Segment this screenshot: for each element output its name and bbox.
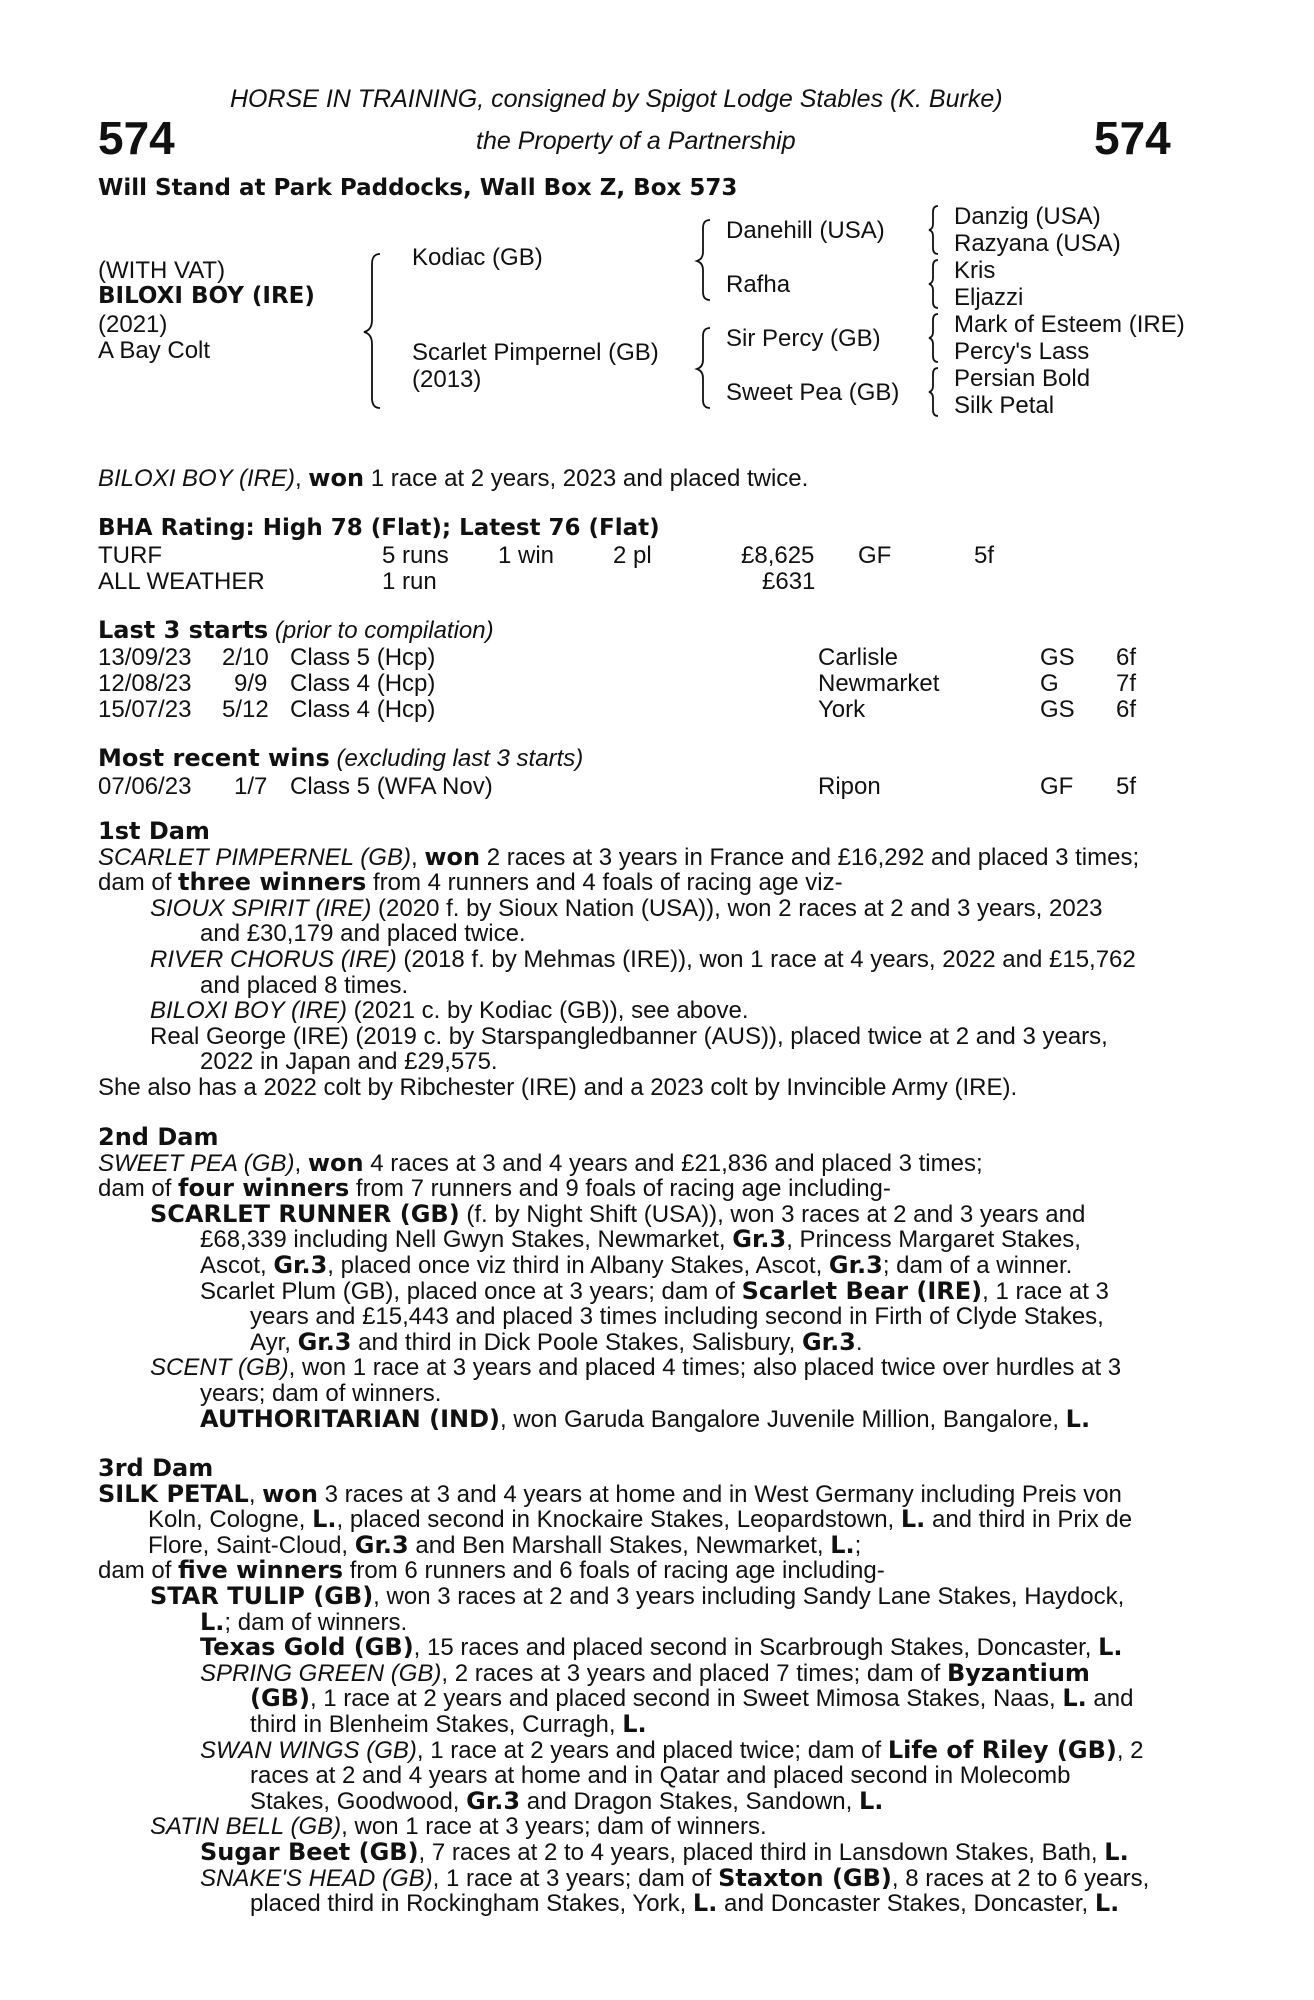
- race-summary: BILOXI BOY (IRE), won 1 race at 2 years, 2023 and placed twice.: [98, 464, 809, 492]
- pedigree-brace-dam: [698, 326, 722, 412]
- start-date: 12/08/23: [98, 670, 192, 697]
- start-class: Class 5 (Hcp): [290, 644, 436, 671]
- grandparent-8: Silk Petal: [954, 392, 1055, 419]
- sire-name: Kodiac (GB): [412, 244, 543, 271]
- grandparent-6: Percy's Lass: [954, 338, 1090, 365]
- pedigree-brace-g1: [928, 204, 948, 258]
- progeny-entry: BILOXI BOY (IRE) (2021 c. by Kodiac (GB)), see above.: [150, 997, 749, 1025]
- win-course: Ripon: [818, 773, 881, 800]
- dam-name: Scarlet Pimpernel (GB): [412, 339, 659, 366]
- first-dam-footer: She also has a 2022 colt by Ribchester (IRE) and a 2023 colt by Invincible Army (IRE).: [98, 1073, 1018, 1101]
- rating-heading: BHA Rating: High 78 (Flat); Latest 76 (Flat): [98, 515, 660, 541]
- lot-number-right: 574: [1094, 112, 1171, 164]
- win-position: 1/7: [234, 773, 268, 800]
- progeny-entry: AUTHORITARIAN (IND), won Garuda Bangalore Juvenile Million, Bangalore, L.: [200, 1404, 1091, 1433]
- rating-runs: 5 runs: [382, 542, 449, 569]
- second-dam-section: 2nd Dam SWEET PEA (GB), won 4 races at 3 and 4 years and £21,836 and placed 3 times; dam of four winners from 7 runners and 9 foals of racing age including- SCARLET RUNNER (GB) (f. by Night Shift (USA)), won 3 races at 2 and 3 years and £68,339 including Nell Gwyn Stakes, Newmarket, Gr.3, Princess Margaret Stakes, Ascot, Gr.3, placed once viz third in Albany Stakes, Ascot, Gr.3; dam of a winner. Scarlet Plum (GB), placed once at 3 years; dam of Scarlet Bear (IRE), 1 race at 3 years and £15,443 and placed 3 times including second in Firth of Clyde Stakes, Ayr, Gr.3 and third in Dick Poole Stakes, Salisbury, Gr.3. SCENT (GB), won 1 race at 3 years and placed 4 times; also placed twice over hurdles at 3 years; dam of winners. AUTHORITARIAN (IND), won Garuda Bangalore Juvenile Million, Bangalore, L.: [98, 1125, 1208, 1432]
- pedigree-brace-sire: [698, 218, 722, 304]
- rating-going: GF: [858, 542, 892, 569]
- start-distance: 6f: [1116, 696, 1137, 723]
- horse-year: (2021): [98, 311, 168, 338]
- win-class: Class 5 (WFA Nov): [290, 773, 493, 800]
- start-distance: 6f: [1116, 644, 1137, 671]
- progeny-entry: Real George (IRE) (2019 c. by Starspangledbanner (AUS)), placed twice at 2 and 3 years,: [150, 1022, 1108, 1050]
- dam-year: (2013): [412, 366, 482, 393]
- summary-won: won: [308, 464, 365, 492]
- win-distance: 5f: [1116, 773, 1137, 800]
- progeny-entry: Sugar Beet (GB), 7 races at 2 to 4 years, placed third in Lansdown Stakes, Bath, L.: [200, 1837, 1129, 1866]
- sire-dam-name: Rafha: [726, 271, 791, 298]
- pedigree-brace-g3: [928, 312, 948, 366]
- win-going: GF: [1040, 773, 1074, 800]
- progeny-entry: Scarlet Plum (GB), placed once at 3 years; dam of Scarlet Bear (IRE), 1 race at 3: [200, 1276, 1109, 1305]
- rating-earnings: £8,625: [741, 542, 815, 569]
- progeny-entry: SWAN WINGS (GB), 1 race at 2 years and placed twice; dam of Life of Riley (GB), 2: [200, 1735, 1144, 1764]
- progeny-entry: SIOUX SPIRIT (IRE) (2020 f. by Sioux Nation (USA)), won 2 races at 2 and 3 years, 2023: [150, 894, 1103, 922]
- progeny-entry: SCENT (GB), won 1 race at 3 years and placed 4 times; also placed twice over hurdles at 3: [150, 1354, 1122, 1382]
- pedigree-brace-main: [368, 252, 398, 412]
- start-distance: 7f: [1116, 670, 1137, 697]
- summary-horse-name: BILOXI BOY (IRE): [98, 465, 295, 492]
- dam-sire-name: Sir Percy (GB): [726, 325, 881, 352]
- win-date: 07/06/23: [98, 773, 192, 800]
- third-dam-section: 3rd Dam SILK PETAL, won 3 races at 3 and 4 years at home and in West Germany including Preis von Koln, Cologne, L., placed second in Knockaire Stakes, Leopardstown, L. and third in Prix de Flore, Saint-Cloud, Gr.3 and Ben Marshall Stakes, Newmarket, L.; dam of five winners from 6 runners and 6 foals of racing age including- STAR TULIP (GB), won 3 races at 2 and 3 years including Sandy Lane Stakes, Haydock, L.; dam of winners. Texas Gold (GB), 15 races and placed second in Scarbrough Stakes, Doncaster, L. SPRING GREEN (GB), 2 races at 3 years and placed 7 times; dam of Byzantium (GB), 1 race at 2 years and placed second in Sweet Mimosa Stakes, Naas, L. and third in Blenheim Stakes, Curragh, L. SWAN WINGS (GB), 1 race at 2 years and placed twice; dam of Life of Riley (GB), 2 races at 2 and 4 years at home and in Qatar and placed second in Molecomb Stakes, Goodwood, Gr.3 and Dragon Stakes, Sandown, L. SATIN BELL (GB), won 1 race at 3 years; dam of winners. Sugar Beet (GB), 7 races at 2 to 4 years, placed third in Lansdown Stakes, Bath, L. SNAKE'S HEAD (GB), 1 race at 3 years; dam of Staxton (GB), 8 races at 2 to 6 years, placed third in Rockingham Stakes, York, L. and Doncaster Stakes, Doncaster, L.: [98, 1456, 1208, 1917]
- start-date: 13/09/23: [98, 644, 192, 671]
- sire-sire-name: Danehill (USA): [726, 217, 885, 244]
- last-starts-heading: Last 3 starts (prior to compilation): [98, 616, 494, 644]
- progeny-entry: SPRING GREEN (GB), 2 races at 3 years and placed 7 times; dam of Byzantium: [200, 1658, 1090, 1687]
- progeny-entry: STAR TULIP (GB), won 3 races at 2 and 3 years including Sandy Lane Stakes, Haydock,: [150, 1581, 1125, 1610]
- start-course: York: [818, 696, 866, 723]
- grandparent-2: Razyana (USA): [954, 230, 1121, 257]
- progeny-entry: RIVER CHORUS (IRE) (2018 f. by Mehmas (IRE)), won 1 race at 4 years, 2022 and £15,762: [150, 945, 1136, 973]
- horse-name: BILOXI BOY (IRE): [98, 283, 315, 309]
- grandparent-7: Persian Bold: [954, 365, 1091, 392]
- grandparent-5: Mark of Esteem (IRE): [954, 311, 1185, 338]
- rating-earnings: £631: [762, 568, 816, 595]
- rating-surface: ALL WEATHER: [98, 568, 265, 595]
- start-course: Newmarket: [818, 670, 940, 697]
- start-course: Carlisle: [818, 644, 899, 671]
- progeny-entry: Texas Gold (GB), 15 races and placed second in Scarbrough Stakes, Doncaster, L.: [200, 1633, 1123, 1662]
- start-going: GS: [1040, 696, 1075, 723]
- consignment-line: HORSE IN TRAINING, consigned by Spigot Lodge Stables (K. Burke): [230, 85, 1003, 113]
- progeny-entry: SNAKE'S HEAD (GB), 1 race at 3 years; dam of Staxton (GB), 8 races at 2 to 6 years,: [200, 1863, 1150, 1892]
- start-class: Class 4 (Hcp): [290, 670, 436, 697]
- rating-placed: 2 pl: [613, 542, 652, 569]
- grandparent-4: Eljazzi: [954, 284, 1024, 311]
- pedigree-brace-g2: [928, 258, 948, 312]
- rating-runs: 1 run: [382, 568, 437, 595]
- first-dam-heading: 1st Dam: [98, 817, 210, 845]
- start-position: 2/10: [222, 644, 269, 671]
- third-dam-heading: 3rd Dam: [98, 1454, 214, 1482]
- vat-note: (WITH VAT): [98, 257, 226, 284]
- location-line: Will Stand at Park Paddocks, Wall Box Z, Box 573: [98, 175, 738, 201]
- rating-distance: 5f: [974, 542, 995, 569]
- second-dam-heading: 2nd Dam: [98, 1123, 219, 1151]
- start-position: 5/12: [222, 696, 269, 723]
- first-dam-section: 1st Dam SCARLET PIMPERNEL (GB), won 2 races at 3 years in France and £16,292 and placed 3 times; dam of three winners from 4 runners and 4 foals of racing age viz- SIOUX SPIRIT (IRE) (2020 f. by Sioux Nation (USA)), won 2 races at 2 and 3 years, 2023 and £30,179 and placed twice. RIVER CHORUS (IRE) (2018 f. by Mehmas (IRE)), won 1 race at 4 years, 2022 and £15,762 and placed 8 times. BILOXI BOY (IRE) (2021 c. by Kodiac (GB)), see above. Real George (IRE) (2019 c. by Starspangledbanner (AUS)), placed twice at 2 and 3 years, 2022 in Japan and £29,575. She also has a 2022 colt by Ribchester (IRE) and a 2023 colt by Invincible Army (IRE).: [98, 819, 1208, 1101]
- pedigree-brace-g4: [928, 366, 948, 420]
- start-date: 15/07/23: [98, 696, 192, 723]
- recent-wins-heading: Most recent wins (excluding last 3 starts): [98, 744, 584, 772]
- start-position: 9/9: [234, 670, 268, 697]
- start-class: Class 4 (Hcp): [290, 696, 436, 723]
- progeny-entry: SCARLET RUNNER (GB) (f. by Night Shift (USA)), won 3 races at 2 and 3 years and: [150, 1199, 1086, 1228]
- start-going: GS: [1040, 644, 1075, 671]
- dam-dam-name: Sweet Pea (GB): [726, 379, 900, 406]
- progeny-entry: SATIN BELL (GB), won 1 race at 3 years; dam of winners.: [150, 1813, 767, 1841]
- horse-description: A Bay Colt: [98, 337, 211, 364]
- rating-wins: 1 win: [498, 542, 555, 569]
- rating-surface: TURF: [98, 542, 162, 569]
- grandparent-3: Kris: [954, 257, 996, 284]
- lot-number-left: 574: [98, 112, 175, 164]
- start-going: G: [1040, 670, 1059, 697]
- property-line: the Property of a Partnership: [476, 127, 796, 155]
- grandparent-1: Danzig (USA): [954, 203, 1101, 230]
